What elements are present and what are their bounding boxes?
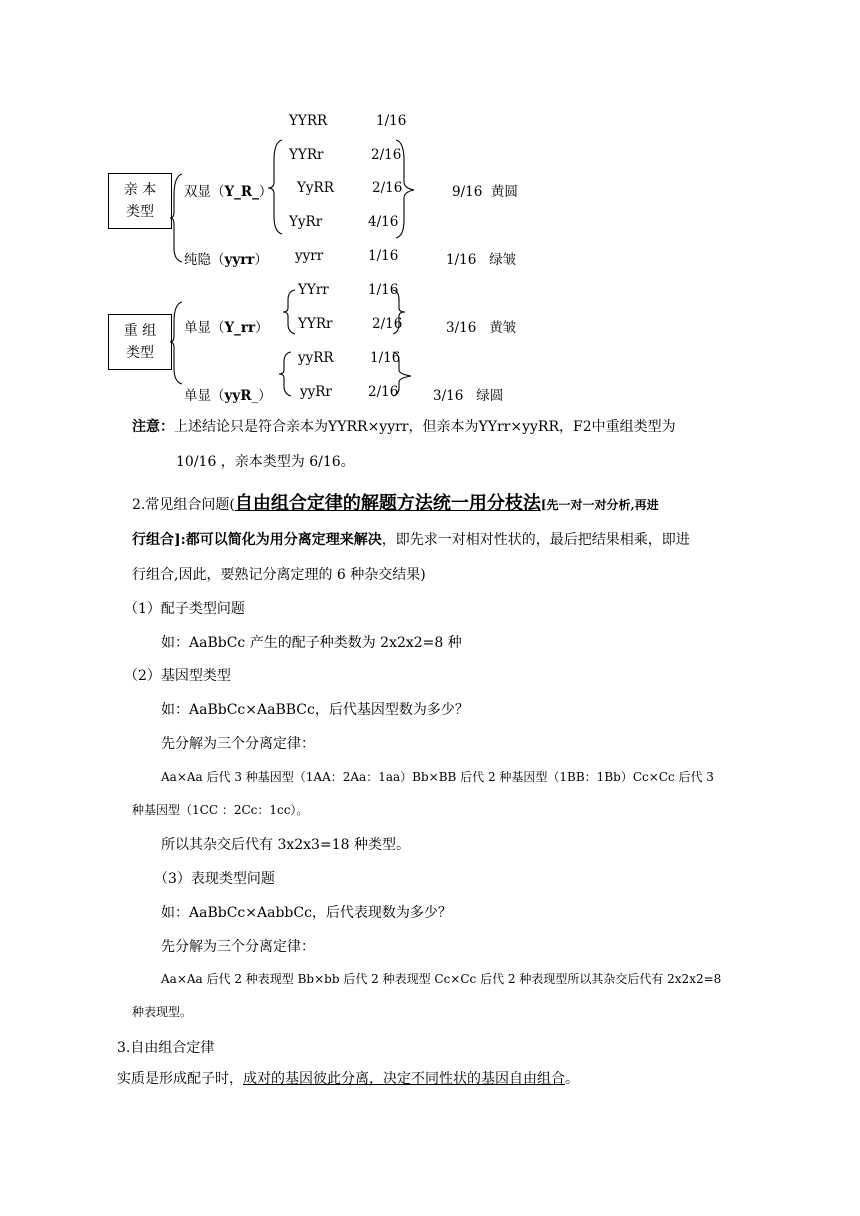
q2-heading: （2）基因型类型 [124, 668, 231, 684]
genotype-row: YyRr [289, 214, 323, 230]
note-line-1: 注意：上述结论只是符合亲本为YYRR×yyrr，但亲本为YYrr×yyRR，F2中重组类型为 [132, 419, 676, 435]
genotype-row: YYRr [298, 316, 333, 332]
q2-result: 所以其杂交后代有 3x2x3=18 种类型。 [161, 837, 410, 853]
q3-step: 先分解为三个分离定律： [161, 939, 315, 955]
double-dominant-label: 双显（Y_R_） [184, 184, 273, 200]
genotype-ratio: 1/16 [368, 282, 399, 298]
genotype-ratio: 1/16 [370, 350, 401, 366]
genotype-row: yyRr [300, 384, 332, 400]
q2-example: 如：AaBbCc×AaBBCc，后代基因型数为多少？ [161, 702, 469, 718]
parental-type-box: 亲 本 类型 [108, 173, 172, 229]
q2-detail-2: 种基因型（1CC ：2Cc：1cc）。 [132, 803, 309, 817]
recombinant-type-box: 重 组 类型 [108, 314, 172, 370]
genotype-row: yyrr [295, 248, 324, 264]
phenotype-total: 3/16 绿圆 [433, 388, 504, 404]
q3-heading: （3）表现类型问题 [154, 871, 275, 887]
double-recessive-label: 纯隐（yyrr） [184, 252, 268, 268]
section-3-underlined: 成对的基因彼此分离，决定不同性状的基因自由组合 [243, 1071, 565, 1087]
recombinant-left-brace [170, 300, 190, 390]
section-3-heading: 3.自由组合定律 [117, 1040, 215, 1056]
section-3-body: 实质是形成配子时，成对的基因彼此分离，决定不同性状的基因自由组合。 [117, 1071, 579, 1087]
single-dominant-label-2: 单显（yyR_） [184, 388, 272, 404]
q3-detail-2: 种表现型。 [132, 1005, 193, 1019]
single-dominant-label-1: 单显（Y_rr） [184, 320, 269, 336]
section-2-line-3: 行组合,因此，要熟记分离定理的 6 种杂交结果) [132, 567, 426, 583]
q1-heading: （1）配子类型问题 [124, 601, 245, 617]
genotype-ratio: 2/16 [372, 180, 403, 196]
section-2-title: 自由组合定律的解题方法统一用分枝法 [234, 493, 541, 514]
section-2-heading: 2.常见组合问题(自由组合定律的解题方法统一用分枝法[先一对一对分析,再进 [132, 493, 659, 514]
genotype-row: YYrr [298, 282, 329, 298]
genotype-row: yyRR [298, 350, 334, 366]
note-label: 注意： [132, 419, 174, 435]
genotype-ratio: 4/16 [368, 214, 399, 230]
genotype-row: YyRR [297, 180, 334, 196]
yyrr-group-left-brace [283, 288, 299, 338]
yyr-group-left-brace [279, 350, 295, 400]
genotype-row: YYRR [289, 113, 328, 129]
q3-example: 如：AaBbCc×AabbCc，后代表现数为多少？ [161, 905, 452, 921]
phenotype-total: 9/16 黄圆 [452, 184, 518, 200]
section-2-line-2: 行组合]:都可以简化为用分离定理来解决，即先求一对相对性状的，最后把结果相乘，即进 [132, 532, 690, 548]
genotype-ratio: 2/16 [372, 316, 403, 332]
q3-detail-1: Aa×Aa 后代 2 种表现型 Bb×bb 后代 2 种表现型 Cc×Cc 后代 2 种表现型所以其杂交后代有 2x2x2=8 [161, 972, 722, 986]
genotype-row: YYRr [289, 147, 324, 163]
genotype-ratio: 1/16 [368, 248, 399, 264]
q2-detail-1: Aa×Aa 后代 3 种基因型（1AA：2Aa：1aa）Bb×BB 后代 2 种基因型（1BB：1Bb）Cc×Cc 后代 3 [161, 770, 714, 784]
genotype-ratio: 1/16 [376, 113, 407, 129]
q2-step: 先分解为三个分离定律： [161, 736, 315, 752]
phenotype-total: 3/16 黄皱 [446, 320, 517, 336]
note-line-2: 10/16 ，亲本类型为 6/16。 [176, 454, 355, 470]
phenotype-total: 1/16 绿皱 [446, 252, 517, 268]
genotype-ratio: 2/16 [368, 384, 399, 400]
q1-example: 如：AaBbCc 产生的配子种类数为 2x2x2=8 种 [161, 635, 462, 651]
genotype-ratio: 2/16 [371, 147, 402, 163]
